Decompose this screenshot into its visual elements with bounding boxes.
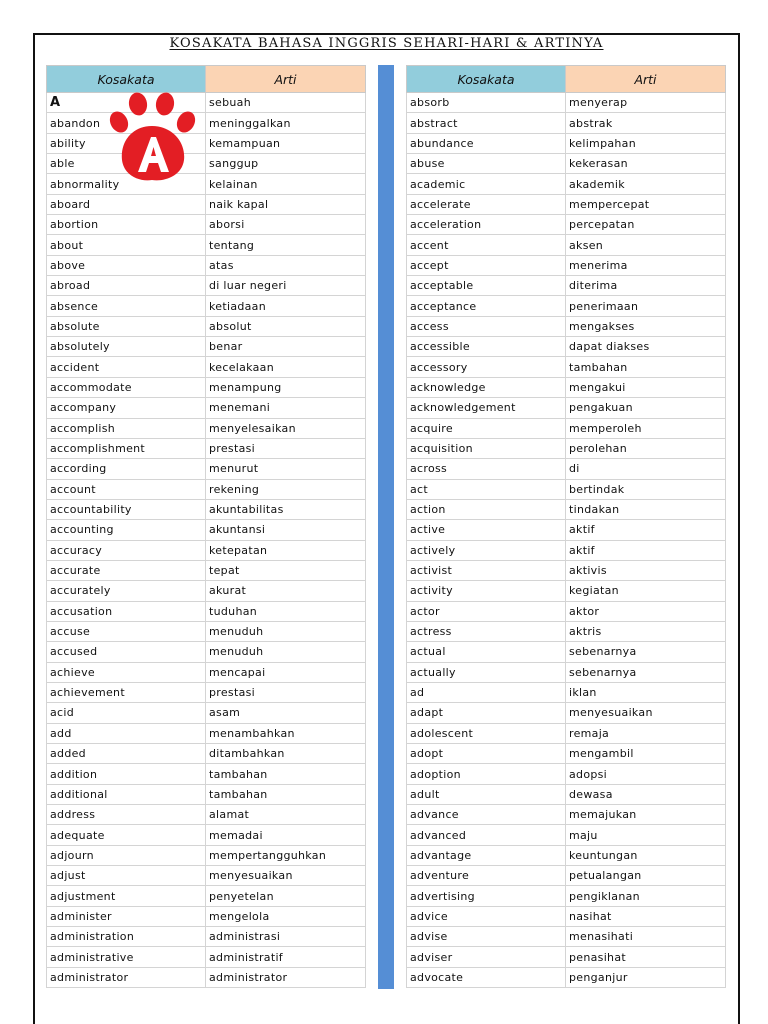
meaning-cell: prestasi xyxy=(206,438,366,458)
table-row xyxy=(407,560,726,580)
page-title: KOSAKATA BAHASA INGGRIS SEHARI-HARI & ARTINYA xyxy=(169,36,604,51)
meaning-cell: memadai xyxy=(206,825,366,845)
word-cell: account xyxy=(47,479,206,499)
table-header-row xyxy=(47,66,366,93)
meaning-cell: petualangan xyxy=(566,866,726,886)
word-cell: ad xyxy=(407,682,566,702)
word-cell: action xyxy=(407,499,566,519)
word-cell: accent xyxy=(407,235,566,255)
word-cell: acceptance xyxy=(407,296,566,316)
word-cell: advanced xyxy=(407,825,566,845)
meaning-cell: abstrak xyxy=(566,113,726,133)
meaning-cell: memajukan xyxy=(566,805,726,825)
table-row xyxy=(407,825,726,845)
meaning-cell: kelimpahan xyxy=(566,133,726,153)
word-cell: accounting xyxy=(47,520,206,540)
word-cell: act xyxy=(407,479,566,499)
word-cell: advocate xyxy=(407,967,566,987)
table-row xyxy=(407,499,726,519)
word-cell: administrative xyxy=(47,947,206,967)
meaning-cell: kecelakaan xyxy=(206,357,366,377)
word-cell: accident xyxy=(47,357,206,377)
meaning-cell: aktif xyxy=(566,540,726,560)
word-cell: adult xyxy=(407,784,566,804)
table-row xyxy=(407,601,726,621)
word-cell: abstract xyxy=(407,113,566,133)
meaning-cell: adopsi xyxy=(566,764,726,784)
word-cell: acid xyxy=(47,703,206,723)
word-cell: adapt xyxy=(407,703,566,723)
paw-toe xyxy=(127,92,149,117)
meaning-cell: sanggup xyxy=(206,154,366,174)
word-cell: abroad xyxy=(47,276,206,296)
table-row xyxy=(47,845,366,865)
word-cell: absolute xyxy=(47,316,206,336)
table-row xyxy=(407,947,726,967)
table-row xyxy=(407,357,726,377)
word-cell: accused xyxy=(47,642,206,662)
meaning-cell: akuntansi xyxy=(206,520,366,540)
meaning-cell: aktris xyxy=(566,621,726,641)
word-cell: aboard xyxy=(47,194,206,214)
table-row xyxy=(47,418,366,438)
paw-print-icon xyxy=(106,92,202,184)
word-cell: adoption xyxy=(407,764,566,784)
word-cell: access xyxy=(407,316,566,336)
paw-toe xyxy=(154,92,176,117)
table-row xyxy=(47,520,366,540)
meaning-cell: tentang xyxy=(206,235,366,255)
word-cell: accomplishment xyxy=(47,438,206,458)
table-row xyxy=(407,174,726,194)
word-cell: accuracy xyxy=(47,540,206,560)
meaning-cell: penyetelan xyxy=(206,886,366,906)
word-cell: adjustment xyxy=(47,886,206,906)
meaning-cell: tepat xyxy=(206,560,366,580)
word-cell: acknowledge xyxy=(407,377,566,397)
table-row xyxy=(47,113,366,133)
table-row xyxy=(47,357,366,377)
meaning-cell: benar xyxy=(206,337,366,357)
meaning-cell: akademik xyxy=(566,174,726,194)
vocab-table-right xyxy=(406,65,726,988)
meaning-cell: kemampuan xyxy=(206,133,366,153)
meaning-cell: atas xyxy=(206,255,366,275)
meaning-cell: tindakan xyxy=(566,499,726,519)
table-row xyxy=(47,866,366,886)
word-cell: added xyxy=(47,744,206,764)
meaning-cell: absolut xyxy=(206,316,366,336)
word-cell: advise xyxy=(407,927,566,947)
meaning-cell: menemani xyxy=(206,398,366,418)
word-cell: abnormality xyxy=(47,174,206,194)
table-row xyxy=(407,276,726,296)
word-cell: abundance xyxy=(407,133,566,153)
table-row xyxy=(407,296,726,316)
meaning-cell: penganjur xyxy=(566,967,726,987)
table-row xyxy=(47,662,366,682)
table-row xyxy=(47,947,366,967)
word-cell: accusation xyxy=(47,601,206,621)
meaning-cell: di xyxy=(566,459,726,479)
table-row xyxy=(47,398,366,418)
table-row xyxy=(407,723,726,743)
table-row xyxy=(47,479,366,499)
table-row xyxy=(407,805,726,825)
word-cell: advertising xyxy=(407,886,566,906)
paw-toe xyxy=(106,108,131,135)
table-row xyxy=(407,133,726,153)
word-cell: addition xyxy=(47,764,206,784)
meaning-cell: mengambil xyxy=(566,744,726,764)
word-cell: actual xyxy=(407,642,566,662)
meaning-cell: menasihati xyxy=(566,927,726,947)
word-cell: acceleration xyxy=(407,215,566,235)
table-row xyxy=(407,886,726,906)
meaning-cell: menyerap xyxy=(566,93,726,113)
word-cell: acquisition xyxy=(407,438,566,458)
table-row xyxy=(47,438,366,458)
meaning-cell: akurat xyxy=(206,581,366,601)
meaning-cell: menampung xyxy=(206,377,366,397)
word-cell: abuse xyxy=(407,154,566,174)
table-row xyxy=(407,845,726,865)
meaning-cell: meninggalkan xyxy=(206,113,366,133)
table-row xyxy=(407,113,726,133)
table-row xyxy=(47,337,366,357)
meaning-cell: ditambahkan xyxy=(206,744,366,764)
column-divider xyxy=(378,65,394,989)
word-cell: advantage xyxy=(407,845,566,865)
meaning-cell: tambahan xyxy=(206,764,366,784)
word-cell: academic xyxy=(407,174,566,194)
table-row xyxy=(407,784,726,804)
word-cell: accuse xyxy=(47,621,206,641)
meaning-cell: aborsi xyxy=(206,215,366,235)
meaning-cell: sebuah xyxy=(206,93,366,113)
column-header-arti: Arti xyxy=(566,66,726,93)
word-cell: adolescent xyxy=(407,723,566,743)
table-row xyxy=(47,296,366,316)
word-cell: acknowledgement xyxy=(407,398,566,418)
word-cell: adviser xyxy=(407,947,566,967)
vocab-table-left xyxy=(46,65,366,988)
table-row xyxy=(407,682,726,702)
meaning-cell: sebenarnya xyxy=(566,642,726,662)
table-row xyxy=(47,174,366,194)
word-cell: absolutely xyxy=(47,337,206,357)
meaning-cell: menyesuaikan xyxy=(566,703,726,723)
word-cell: achievement xyxy=(47,682,206,702)
meaning-cell: administrator xyxy=(206,967,366,987)
meaning-cell: penasihat xyxy=(566,947,726,967)
meaning-cell: mengelola xyxy=(206,906,366,926)
meaning-cell: kegiatan xyxy=(566,581,726,601)
meaning-cell: menuduh xyxy=(206,642,366,662)
meaning-cell: mengakui xyxy=(566,377,726,397)
table-row xyxy=(47,316,366,336)
table-row xyxy=(47,560,366,580)
word-cell: above xyxy=(47,255,206,275)
table-row xyxy=(407,744,726,764)
meaning-cell: perolehan xyxy=(566,438,726,458)
meaning-cell: remaja xyxy=(566,723,726,743)
table-row xyxy=(407,438,726,458)
table-body-left xyxy=(47,93,366,988)
table-row xyxy=(47,540,366,560)
word-cell: advice xyxy=(407,906,566,926)
table-row xyxy=(47,601,366,621)
meaning-cell: percepatan xyxy=(566,215,726,235)
table-row xyxy=(47,194,366,214)
table-row xyxy=(407,154,726,174)
meaning-cell: asam xyxy=(206,703,366,723)
meaning-cell: menyelesaikan xyxy=(206,418,366,438)
table-row xyxy=(407,540,726,560)
meaning-cell: tambahan xyxy=(206,784,366,804)
table-row xyxy=(47,927,366,947)
meaning-cell: tambahan xyxy=(566,357,726,377)
word-cell: advance xyxy=(407,805,566,825)
meaning-cell: aktivis xyxy=(566,560,726,580)
table-row xyxy=(407,581,726,601)
meaning-cell: menambahkan xyxy=(206,723,366,743)
table-row xyxy=(47,805,366,825)
word-cell: accommodate xyxy=(47,377,206,397)
meaning-cell: dewasa xyxy=(566,784,726,804)
meaning-cell: dapat diakses xyxy=(566,337,726,357)
table-row xyxy=(47,744,366,764)
meaning-cell: maju xyxy=(566,825,726,845)
word-cell: administration xyxy=(47,927,206,947)
word-cell: active xyxy=(407,520,566,540)
meaning-cell: aksen xyxy=(566,235,726,255)
table-row xyxy=(47,133,366,153)
paw-pad xyxy=(122,126,184,180)
word-cell: administrator xyxy=(47,967,206,987)
meaning-cell: bertindak xyxy=(566,479,726,499)
table-body-right xyxy=(407,93,726,988)
table-row xyxy=(47,621,366,641)
table-row xyxy=(407,520,726,540)
word-cell: adjust xyxy=(47,866,206,886)
word-cell: accompany xyxy=(47,398,206,418)
word-cell: acquire xyxy=(407,418,566,438)
meaning-cell: mengakses xyxy=(566,316,726,336)
word-cell: adventure xyxy=(407,866,566,886)
meaning-cell: pengiklanan xyxy=(566,886,726,906)
meaning-cell: iklan xyxy=(566,682,726,702)
word-cell: actually xyxy=(407,662,566,682)
column-header-arti: Arti xyxy=(206,66,366,93)
table-row xyxy=(47,784,366,804)
word-cell: administer xyxy=(47,906,206,926)
meaning-cell: mempercepat xyxy=(566,194,726,214)
word-cell: A xyxy=(47,93,206,113)
meaning-cell: akuntabilitas xyxy=(206,499,366,519)
meaning-cell: sebenarnya xyxy=(566,662,726,682)
meaning-cell: menuduh xyxy=(206,621,366,641)
table-row xyxy=(407,316,726,336)
word-cell: address xyxy=(47,805,206,825)
table-row xyxy=(47,215,366,235)
table-row xyxy=(47,499,366,519)
word-cell: across xyxy=(407,459,566,479)
word-cell: accurately xyxy=(47,581,206,601)
meaning-cell: kekerasan xyxy=(566,154,726,174)
table-row xyxy=(47,682,366,702)
table-row xyxy=(47,967,366,987)
table-row xyxy=(47,642,366,662)
word-cell: acceptable xyxy=(407,276,566,296)
word-cell: accelerate xyxy=(407,194,566,214)
word-cell: achieve xyxy=(47,662,206,682)
word-cell: ability xyxy=(47,133,206,153)
meaning-cell: administratif xyxy=(206,947,366,967)
table-row xyxy=(47,154,366,174)
word-cell: add xyxy=(47,723,206,743)
word-cell: adjourn xyxy=(47,845,206,865)
word-cell: activist xyxy=(407,560,566,580)
meaning-cell: aktor xyxy=(566,601,726,621)
word-cell: accurate xyxy=(47,560,206,580)
word-cell: accessible xyxy=(407,337,566,357)
table-row xyxy=(47,906,366,926)
table-header-row xyxy=(407,66,726,93)
table-row xyxy=(407,377,726,397)
table-row xyxy=(407,235,726,255)
meaning-cell: mempertangguhkan xyxy=(206,845,366,865)
meaning-cell: mencapai xyxy=(206,662,366,682)
table-row xyxy=(407,459,726,479)
table-row xyxy=(407,215,726,235)
table-row xyxy=(407,194,726,214)
meaning-cell: ketepatan xyxy=(206,540,366,560)
meaning-cell: memperoleh xyxy=(566,418,726,438)
table-row xyxy=(47,581,366,601)
meaning-cell: naik kapal xyxy=(206,194,366,214)
table-row xyxy=(407,927,726,947)
paw-toe xyxy=(173,108,198,135)
word-cell: adequate xyxy=(47,825,206,845)
word-cell: abandon xyxy=(47,113,206,133)
table-row xyxy=(407,866,726,886)
meaning-cell: penerimaan xyxy=(566,296,726,316)
word-cell: according xyxy=(47,459,206,479)
meaning-cell: rekening xyxy=(206,479,366,499)
word-cell: absorb xyxy=(407,93,566,113)
column-header-kosakata: Kosakata xyxy=(47,66,206,93)
column-header-kosakata: Kosakata xyxy=(407,66,566,93)
table-row xyxy=(47,764,366,784)
table-row xyxy=(407,642,726,662)
word-cell: able xyxy=(47,154,206,174)
table-row xyxy=(407,764,726,784)
table-row xyxy=(47,703,366,723)
table-row xyxy=(47,377,366,397)
meaning-cell: pengakuan xyxy=(566,398,726,418)
meaning-cell: alamat xyxy=(206,805,366,825)
meaning-cell: tuduhan xyxy=(206,601,366,621)
meaning-cell: aktif xyxy=(566,520,726,540)
word-cell: accountability xyxy=(47,499,206,519)
word-cell: about xyxy=(47,235,206,255)
word-cell: actress xyxy=(407,621,566,641)
meaning-cell: keuntungan xyxy=(566,845,726,865)
table-row xyxy=(407,93,726,113)
table-row xyxy=(47,276,366,296)
table-row xyxy=(47,255,366,275)
table-row xyxy=(47,93,366,113)
word-cell: accept xyxy=(407,255,566,275)
meaning-cell: diterima xyxy=(566,276,726,296)
meaning-cell: menurut xyxy=(206,459,366,479)
table-row xyxy=(407,418,726,438)
word-cell: absence xyxy=(47,296,206,316)
table-row xyxy=(407,398,726,418)
table-row xyxy=(47,886,366,906)
word-cell: activity xyxy=(407,581,566,601)
table-row xyxy=(407,906,726,926)
word-cell: actor xyxy=(407,601,566,621)
table-row xyxy=(47,723,366,743)
word-cell: accomplish xyxy=(47,418,206,438)
table-row xyxy=(407,255,726,275)
table-row xyxy=(47,459,366,479)
word-cell: adopt xyxy=(407,744,566,764)
table-row xyxy=(407,621,726,641)
table-row xyxy=(407,703,726,723)
table-row xyxy=(407,967,726,987)
word-cell: additional xyxy=(47,784,206,804)
meaning-cell: prestasi xyxy=(206,682,366,702)
meaning-cell: nasihat xyxy=(566,906,726,926)
meaning-cell: ketiadaan xyxy=(206,296,366,316)
table-row xyxy=(407,337,726,357)
table-row xyxy=(47,825,366,845)
word-cell: accessory xyxy=(407,357,566,377)
table-row xyxy=(407,479,726,499)
meaning-cell: menerima xyxy=(566,255,726,275)
table-row xyxy=(47,235,366,255)
meaning-cell: administrasi xyxy=(206,927,366,947)
word-cell: abortion xyxy=(47,215,206,235)
meaning-cell: kelainan xyxy=(206,174,366,194)
meaning-cell: menyesuaikan xyxy=(206,866,366,886)
word-cell: actively xyxy=(407,540,566,560)
meaning-cell: di luar negeri xyxy=(206,276,366,296)
table-row xyxy=(407,662,726,682)
